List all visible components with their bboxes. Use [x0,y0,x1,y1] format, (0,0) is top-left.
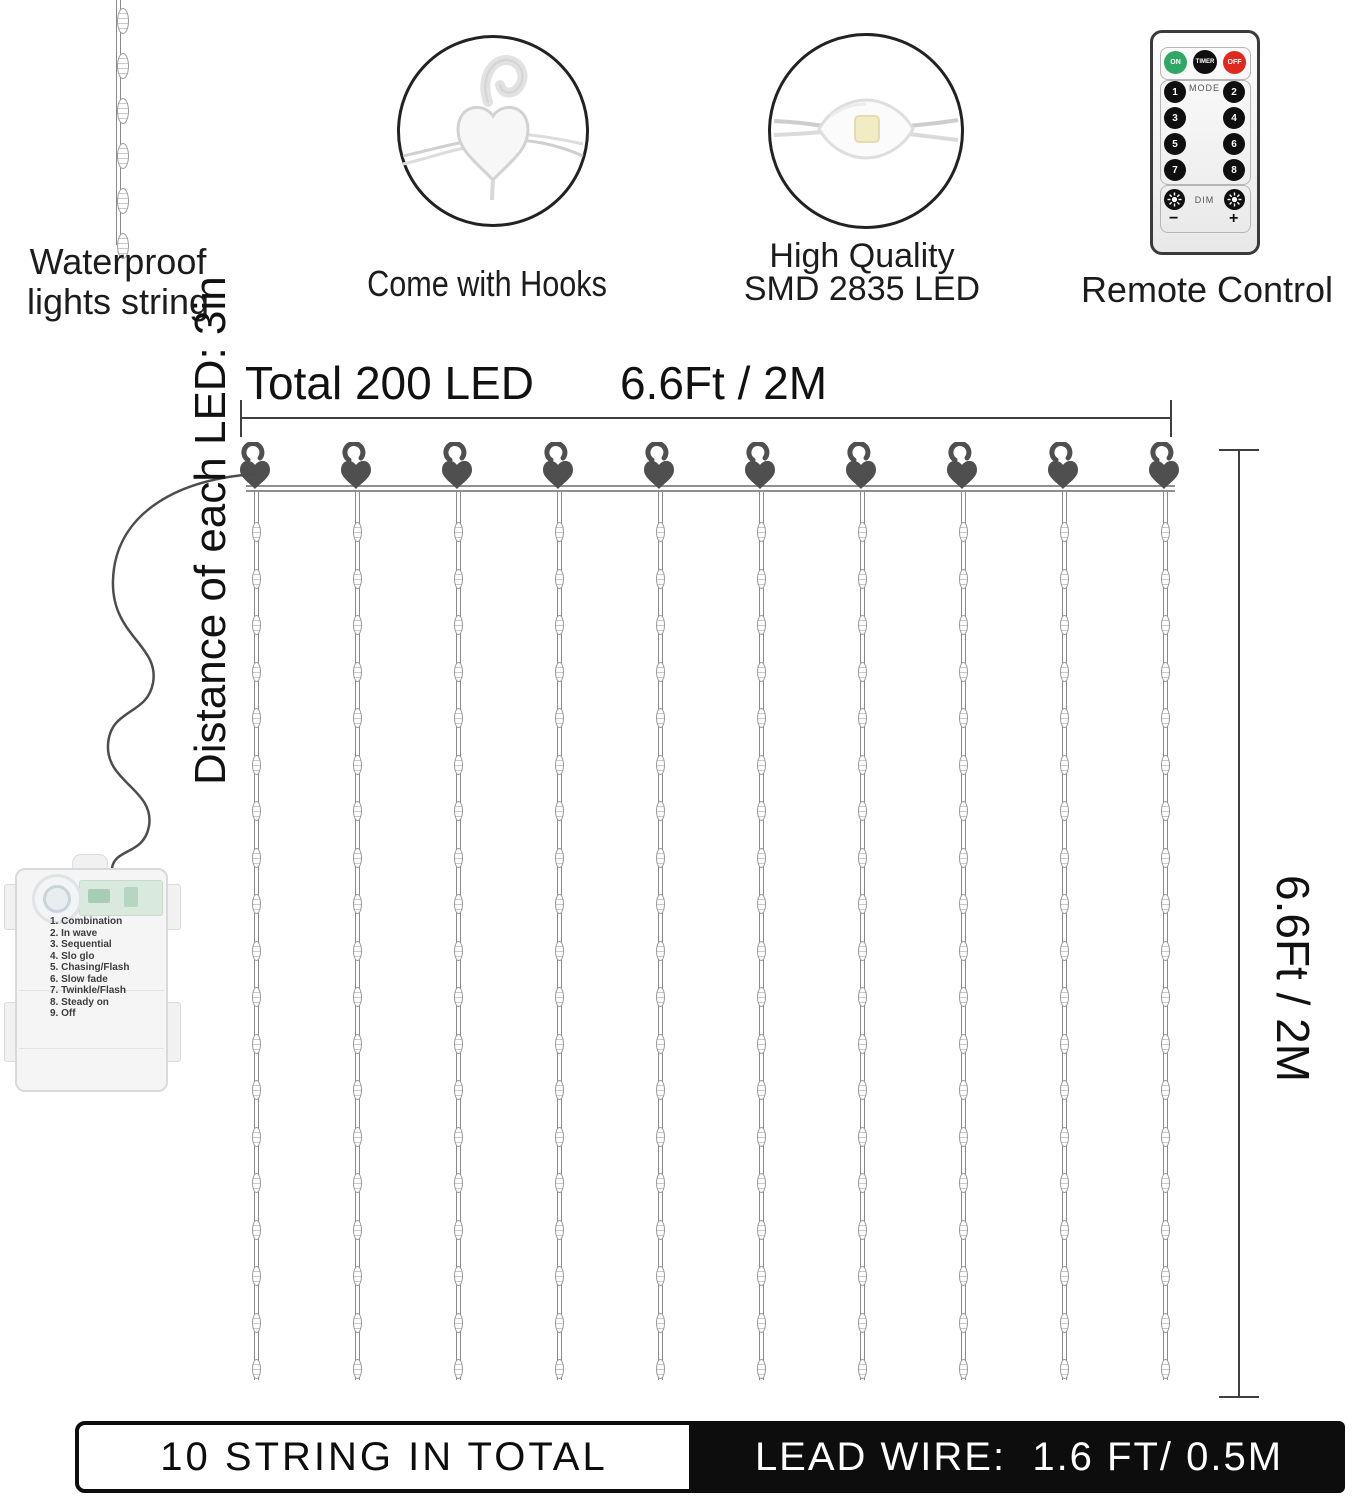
remote-dim-up-button[interactable] [1224,189,1245,210]
led-bulb [757,615,766,635]
led-bulb [252,1359,261,1379]
led-bulb [454,615,463,635]
right-measure-tick-bottom [1219,1396,1259,1398]
led-bulb [454,662,463,682]
battery-mode-item: 7. Twinkle/Flash [50,985,126,996]
led-bulb [555,1220,564,1240]
top-measure-tick-right [1170,400,1172,437]
led-bulb [1060,894,1069,914]
led-bulb [555,1034,564,1054]
led-bulb [858,1080,867,1100]
led-bulb [858,1266,867,1286]
led-bulb [656,615,665,635]
led-bulb [959,1173,968,1193]
led-bulb [656,1173,665,1193]
led-bulb [1060,941,1069,961]
led-bulb [959,1266,968,1286]
led-bulb [757,1220,766,1240]
waterproof-string-icon [112,0,124,245]
led-bulb [555,1266,564,1286]
led-bulb [757,1080,766,1100]
remote-minus-sign: − [1169,210,1179,227]
led-bulb [1161,987,1170,1007]
sun-icon [1227,192,1242,207]
led-bulb [353,615,362,635]
led-bulb [1060,1220,1069,1240]
led-bulb [959,1080,968,1100]
led-bulb [959,1127,968,1147]
led-bulb [858,615,867,635]
light-string [961,492,966,1380]
led-bulb [555,1127,564,1147]
battery-mode-list [50,916,129,1020]
suction-cup-inner [43,885,71,913]
led-bulb [117,98,129,124]
led-bulb [959,987,968,1007]
hook-icon [437,442,477,492]
caption-waterproof-line1: Waterproof [29,241,207,282]
led-bulb [252,987,261,1007]
led-bulb [1060,1034,1069,1054]
light-string [1163,492,1168,1380]
lead-wire [40,440,270,880]
led-bulb [252,1127,261,1147]
led-bulb [757,1127,766,1147]
led-bulb [1060,1173,1069,1193]
led-bulb [353,755,362,775]
led-bulb [1060,987,1069,1007]
led-bulb [656,755,665,775]
led-bulb [757,801,766,821]
caption-led-line2: SMD 2835 LED [743,270,981,308]
led-bulb [1161,615,1170,635]
led-bulb [252,1034,261,1054]
light-string [456,492,461,1380]
hook-icon [841,442,881,492]
battery-mode-item: 1. Combination [50,916,123,927]
led-bulb [858,1359,867,1379]
led-bulb [555,708,564,728]
hook-icon [942,442,982,492]
led-bulb [252,1266,261,1286]
led-bulb [353,1313,362,1333]
led-bulb [1161,1127,1170,1147]
led-bulb [1060,708,1069,728]
led-bulb [555,662,564,682]
product-infographic: Waterproof lights string Come with Hooks High Quality SMD 2835 LED ON TIMER OFF MODE 1 2 3 4 5 6 7 8 DIM − + Remote Control Total 200 LED 6.6Ft / 2M 1. Combination 2. In wave 3. Sequential 4. Slo glo 5. Chasing/Flash 6. Slow fade 7. Twinkle/Flash 8. Steady on 9. Off Distance of each LED: 3in 6.6Ft / 2M 10 STRING IN TOTAL LEAD WIRE: 1.6 FT/ 0.5M [0,0,1361,1500]
led-bulb [757,1359,766,1379]
led-bulb [858,755,867,775]
led-bulb [656,1266,665,1286]
led-bulb [454,1034,463,1054]
title-total-led: Total 200 LED [245,357,534,409]
led-bulb [656,522,665,542]
led-bulb [1161,941,1170,961]
led-bulb [757,1173,766,1193]
led-bulb [757,894,766,914]
led-bulb [454,522,463,542]
led-bulb [858,941,867,961]
led-bulb [757,1034,766,1054]
led-bulb [353,522,362,542]
led-bulb [757,708,766,728]
led-bulb [858,1127,867,1147]
remote-mode-3-button[interactable]: 3 [1164,107,1186,129]
led-bulb [117,143,129,169]
led-bulb [117,188,129,214]
remote-mode-1-button[interactable]: 1 [1164,81,1186,103]
led-bulb [1161,1080,1170,1100]
led-bulb [1161,662,1170,682]
led-bulb [858,522,867,542]
led-bulb [252,894,261,914]
led-bulb [959,1359,968,1379]
caption-led-line1: High Quality [769,237,955,275]
battery-mode-item: 5. Chasing/Flash [50,962,130,973]
led-bulb [757,987,766,1007]
light-string [860,492,865,1380]
led-bulb [555,569,564,589]
led-bulb [117,53,129,79]
led-bulb [959,662,968,682]
led-bulb [656,801,665,821]
led-bulb [353,708,362,728]
remote-control [1150,30,1260,255]
led-bulb [353,1127,362,1147]
led-bulb [1161,1173,1170,1193]
led-bulb [1060,848,1069,868]
led-bulb [1161,755,1170,775]
caption-waterproof [0,242,318,322]
battery-pcb [79,880,163,916]
remote-mode-label: MODE [1189,83,1220,93]
led-bulb [656,708,665,728]
led-bulb [353,1266,362,1286]
led-bulb [117,8,129,34]
led-bulb [454,848,463,868]
led-bulb [1161,1266,1170,1286]
led-bulb [858,848,867,868]
battery-mode-item: 4. Slo glo [50,950,95,962]
hook-icon [639,442,679,492]
remote-timer-button[interactable]: TIMER [1193,50,1217,74]
led-bulb [252,1080,261,1100]
led-bulb [858,894,867,914]
led-bulb [454,1173,463,1193]
right-measure-tick-top [1219,449,1259,451]
led-bulb [656,662,665,682]
led-bulb [959,894,968,914]
hook-icon [1043,442,1083,492]
hook-clip-illustration [400,38,586,224]
led-bulb [555,848,564,868]
led-bulb [252,1220,261,1240]
led-bulb [353,941,362,961]
remote-off-button[interactable]: OFF [1223,51,1246,74]
caption-waterproof-line2: lights string [26,281,210,322]
led-bulb [1060,801,1069,821]
led-bulb [454,1080,463,1100]
hook-icon [740,442,780,492]
light-string [355,492,360,1380]
footer-lead-wire-box [693,1421,1345,1493]
led-bulb [353,801,362,821]
led-bulb [252,941,261,961]
led-bulb [454,801,463,821]
led-bulb [1060,615,1069,635]
led-bulb [353,987,362,1007]
led-bulb [959,941,968,961]
led-bulb [757,755,766,775]
led-bulb [454,1266,463,1286]
led-bulb [555,615,564,635]
led-bulb [454,708,463,728]
light-string [1062,492,1067,1380]
led-bulb [858,708,867,728]
caption-hooks [317,264,657,304]
led-bulb [1060,1080,1069,1100]
caption-hooks-text: Come with Hooks [367,263,607,304]
led-bulb [858,987,867,1007]
footer-lead-wire-text: LEAD WIRE: 1.6 FT/ 0.5M [754,1434,1284,1479]
led-bulb [656,987,665,1007]
light-string [658,492,663,1380]
led-bulb [353,662,362,682]
led-bulb [656,569,665,589]
led-bulb [454,1220,463,1240]
led-bulb [555,1080,564,1100]
led-bulb [959,1034,968,1054]
light-string [557,492,562,1380]
led-bulb [454,894,463,914]
pcb-chip [88,889,110,903]
led-bulb [454,755,463,775]
battery-box [15,868,168,1092]
led-bulb [1060,1313,1069,1333]
led-bulb [656,1080,665,1100]
led-bulb [454,1359,463,1379]
led-bulb [555,801,564,821]
led-bulb [959,615,968,635]
smd-led-illustration [771,36,961,226]
led-bulb [959,522,968,542]
caption-led [662,237,1062,308]
led-bulb [757,941,766,961]
led-bulb [959,708,968,728]
remote-mode-2-button[interactable]: 2 [1223,81,1245,103]
top-measure-line [241,417,1172,419]
led-bulb [959,1220,968,1240]
battery-mode-item: 3. Sequential [50,939,112,950]
led-bulb [454,569,463,589]
led-bulb [959,801,968,821]
led-bulb [858,569,867,589]
led-bulb [454,941,463,961]
led-bulb [353,894,362,914]
led-bulb [252,1313,261,1333]
diagram-title [245,356,827,410]
led-bulb [656,894,665,914]
led-bulb [656,1359,665,1379]
led-bulb [959,1313,968,1333]
hook-icon [336,442,376,492]
battery-mode-item: 2. In wave [50,927,98,939]
led-bulb [454,1127,463,1147]
battery-mode-item: 6. Slow fade [50,973,108,985]
light-string [759,492,764,1380]
led-bulb [555,894,564,914]
curtain-top-wire [246,485,1175,492]
led-bulb [656,1220,665,1240]
right-measure-line [1238,450,1240,1398]
battery-mode-item: 9. Off [50,1008,76,1019]
led-bulb [757,662,766,682]
hook-circle-icon [397,35,589,227]
battery-clip-top-right [166,884,181,930]
led-bulb [1060,1127,1069,1147]
led-bulb [757,1313,766,1333]
led-bulb [353,1173,362,1193]
led-bulb [858,1313,867,1333]
title-width: 6.6Ft / 2M [619,357,828,409]
led-bulb [1161,1220,1170,1240]
led-bulb [454,1313,463,1333]
led-bulb [555,522,564,542]
led-bulb [656,848,665,868]
led-bulb [555,987,564,1007]
led-bulb [656,941,665,961]
led-bulb [1060,662,1069,682]
led-bulb [1161,522,1170,542]
remote-mode-6-button[interactable]: 6 [1223,133,1245,155]
led-bulb [1060,1266,1069,1286]
led-bulb [1161,1034,1170,1054]
led-bulb [353,569,362,589]
led-bulb [757,848,766,868]
led-bulb [1060,1359,1069,1379]
light-string [116,0,121,245]
led-bulb [1060,755,1069,775]
battery-seam [19,1048,164,1049]
led-bulb [555,941,564,961]
battery-mode-item: 8. Steady on [50,996,109,1008]
led-bulb [757,1266,766,1286]
battery-clip-bottom-right [166,1002,181,1062]
led-bulb [656,1127,665,1147]
remote-mode-8-button[interactable]: 8 [1223,159,1245,181]
led-bulb [858,801,867,821]
remote-dim-label: DIM [1194,195,1215,205]
led-bulb [555,1359,564,1379]
led-bulb [353,1359,362,1379]
led-bulb [1161,801,1170,821]
footer-string-total-text: 10 STRING IN TOTAL [160,1434,608,1479]
led-bulb [1161,1313,1170,1333]
led-bulb [1161,569,1170,589]
led-bulb [1161,848,1170,868]
led-bulb [757,569,766,589]
led-bulb [555,1173,564,1193]
pcb-chip [124,887,138,907]
led-bulb [555,755,564,775]
led-bulb [353,1080,362,1100]
led-bulb [1161,894,1170,914]
remote-mode-4-button[interactable]: 4 [1223,107,1245,129]
led-bulb [858,1220,867,1240]
led-bulb [555,1313,564,1333]
led-bulb [959,755,968,775]
led-bulb [353,848,362,868]
led-bulb [858,662,867,682]
led-bulb [656,1313,665,1333]
led-bulb [1060,522,1069,542]
led-bulb [252,1173,261,1193]
remote-on-button[interactable]: ON [1164,51,1187,74]
footer-string-total-box [75,1421,693,1493]
led-bulb [454,987,463,1007]
remote-plus-sign: + [1229,210,1239,227]
led-bulb [1161,708,1170,728]
led-circle-icon [768,33,964,229]
caption-remote [1007,270,1361,310]
led-bulb [858,1034,867,1054]
top-measure-tick-left [240,400,242,437]
led-bulb [959,569,968,589]
led-bulb [656,1034,665,1054]
remote-mode-5-button[interactable]: 5 [1164,133,1186,155]
led-bulb [1161,1359,1170,1379]
hook-icon [1144,442,1184,492]
led-bulb [858,1173,867,1193]
hook-icon [538,442,578,492]
led-bulb [353,1220,362,1240]
caption-remote-text: Remote Control [1080,269,1334,310]
led-bulb [353,1034,362,1054]
led-bulb [757,522,766,542]
led-bulb [1060,569,1069,589]
remote-mode-7-button[interactable]: 7 [1164,159,1186,181]
led-bulb [959,848,968,868]
